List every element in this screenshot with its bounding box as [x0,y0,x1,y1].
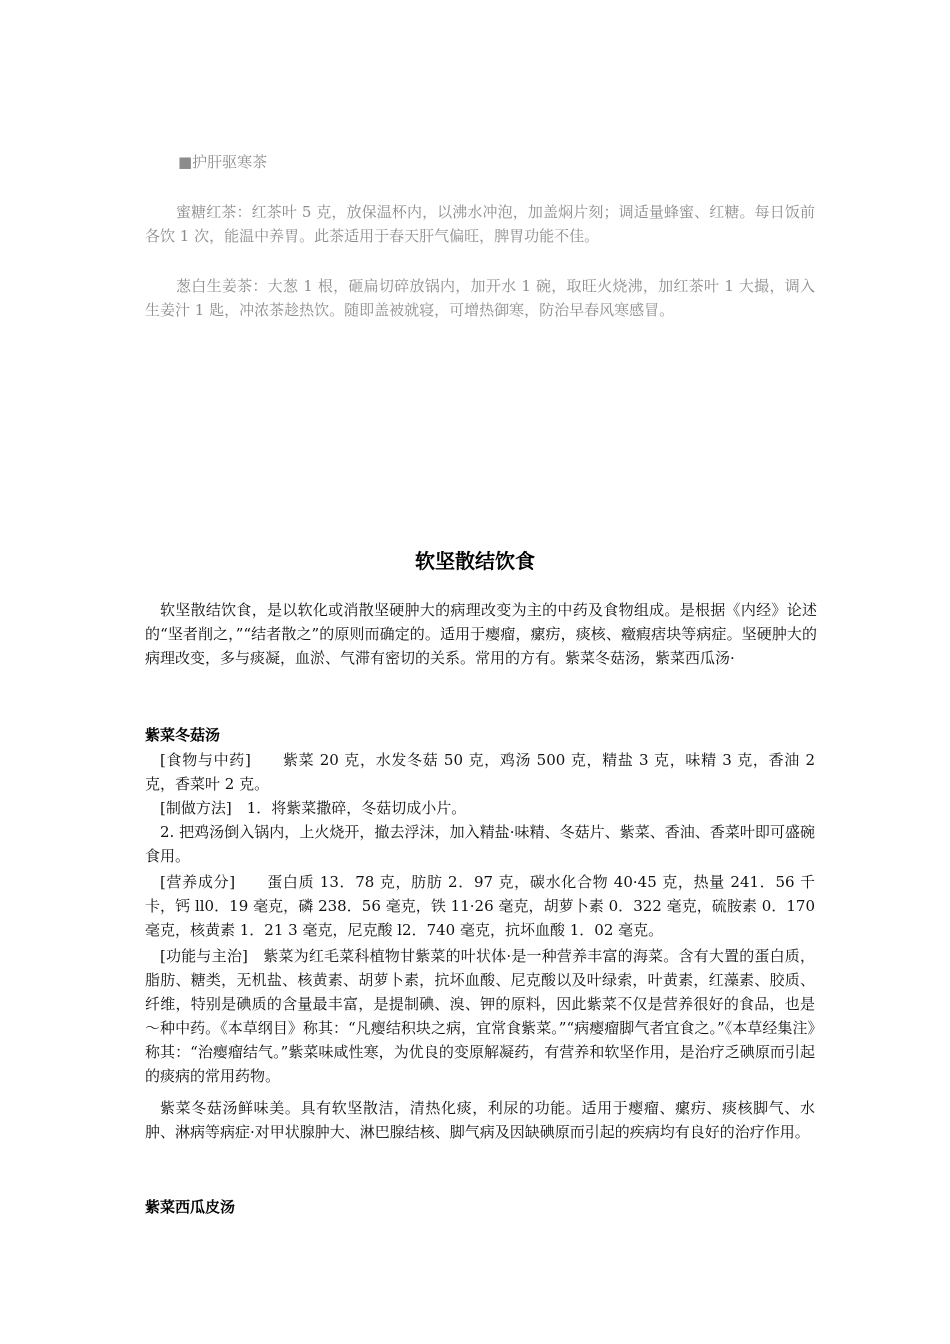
recipe1-method-step1: [制做方法] 1．将紫菜撒碎，冬菇切成小片。 [160,799,467,817]
recipe1-method-step2: 2. 把鸡汤倒入锅内，上火烧开，撤去浮沫，加入精盐·味精、冬菇片、紫菜、香油、香菜叶即可盛碗食用。 [145,823,815,865]
tea-section-heading: ■护肝驱寒茶 [178,153,268,171]
recipe1-title: 紫菜冬菇汤 [145,726,221,744]
recipe1-ingredients: [食物与中药] 紫菜 20 克，水发冬菇 50 克，鸡汤 500 克，精盐 3 克，味精 3 克，香油 2 克，香菜叶 2 克。 [145,751,815,793]
recipe1-summary: 紫菜冬菇汤鲜味美。具有软坚散洁，清热化痰，利尿的功能。适用于瘿瘤、瘰疠、痰核脚气、水肿、淋病等病症·对甲状腺肿大、淋巴腺结核、脚气病及因缺碘原而引起的疾病均有良好的治疗作用。 [145,1099,815,1141]
recipe2-title: 紫菜西瓜皮汤 [145,1198,236,1216]
tea-honey-paragraph: 蜜糖红茶：红茶叶 5 克，放保温杯内，以沸水冲泡，加盖焖片刻；调适量蜂蜜、红糖。每日饭前各饮 1 次，能温中养胃。此茶适用于春天肝气偏旺，脾胃功能不佳。 [145,203,815,245]
tea-ginger-paragraph: 葱白生姜茶：大葱 1 根，砸扁切碎放锅内，加开水 1 碗，取旺火烧沸，加红茶叶 1 大撮，调入生姜汁 1 匙，冲浓茶趁热饮。随即盖被就寝，可增热御寒，防治早春风寒感冒。 [145,277,815,319]
section-title: 软坚散结饮食 [415,549,535,573]
recipe1-function: [功能与主治] 紫菜为红毛菜科植物甘紫菜的叶状体·是一种营养丰富的海菜。含有大置的蛋白质，脂肪、糖类，无机盐、核黄素、胡萝卜素，抗坏血酸、尼克酸以及叶绿索，叶黄素，红藻素、胶质、纤维，特别是碘质的含量最丰富，是提制碘、溴、钾的原料，因此紫菜不仅是营养很好的食品，也是～种中药。《本草纲目》称其：“凡瘿结积块之病，宜常食紫菜。”“病瘿瘤脚气者宜食之。”《本草经集注》称其：“治瘿瘤结气。”紫菜味咸性寒，为优良的变原解凝药，有营养和软坚作用，是治疗乏碘原而引起的痰病的常用药物。 [145,947,815,1085]
diet-intro-paragraph: 软坚散结饮食，是以软化或消散坚硬肿大的病理改变为主的中药及食物组成。是根据《内经》论述的“坚者削之，”“结者散之”的原则而确定的。适用于瘿瘤，瘰疠，痰核、癥瘕痞块等病症。坚硬肿大的病理改变，多与痰凝，血淤、气滞有密切的关系。常用的方有。紫菜冬菇汤，紫菜西瓜汤· [145,601,817,667]
recipe1-nutrition: [营养成分] 蛋白质 13．78 克，肪肪 2．97 克，碳水化合物 40·45 克，热量 241．56 千卡，钙 ll0．19 毫克，磷 238．56 毫克，铁 11·26 毫克，胡萝卜素 0．322 毫克，硫胺素 0．170 毫克，核黄素 1．21 3 毫克，尼克酸 l2．740 毫克，抗坏血酸 1．02 毫克。 [145,873,815,939]
